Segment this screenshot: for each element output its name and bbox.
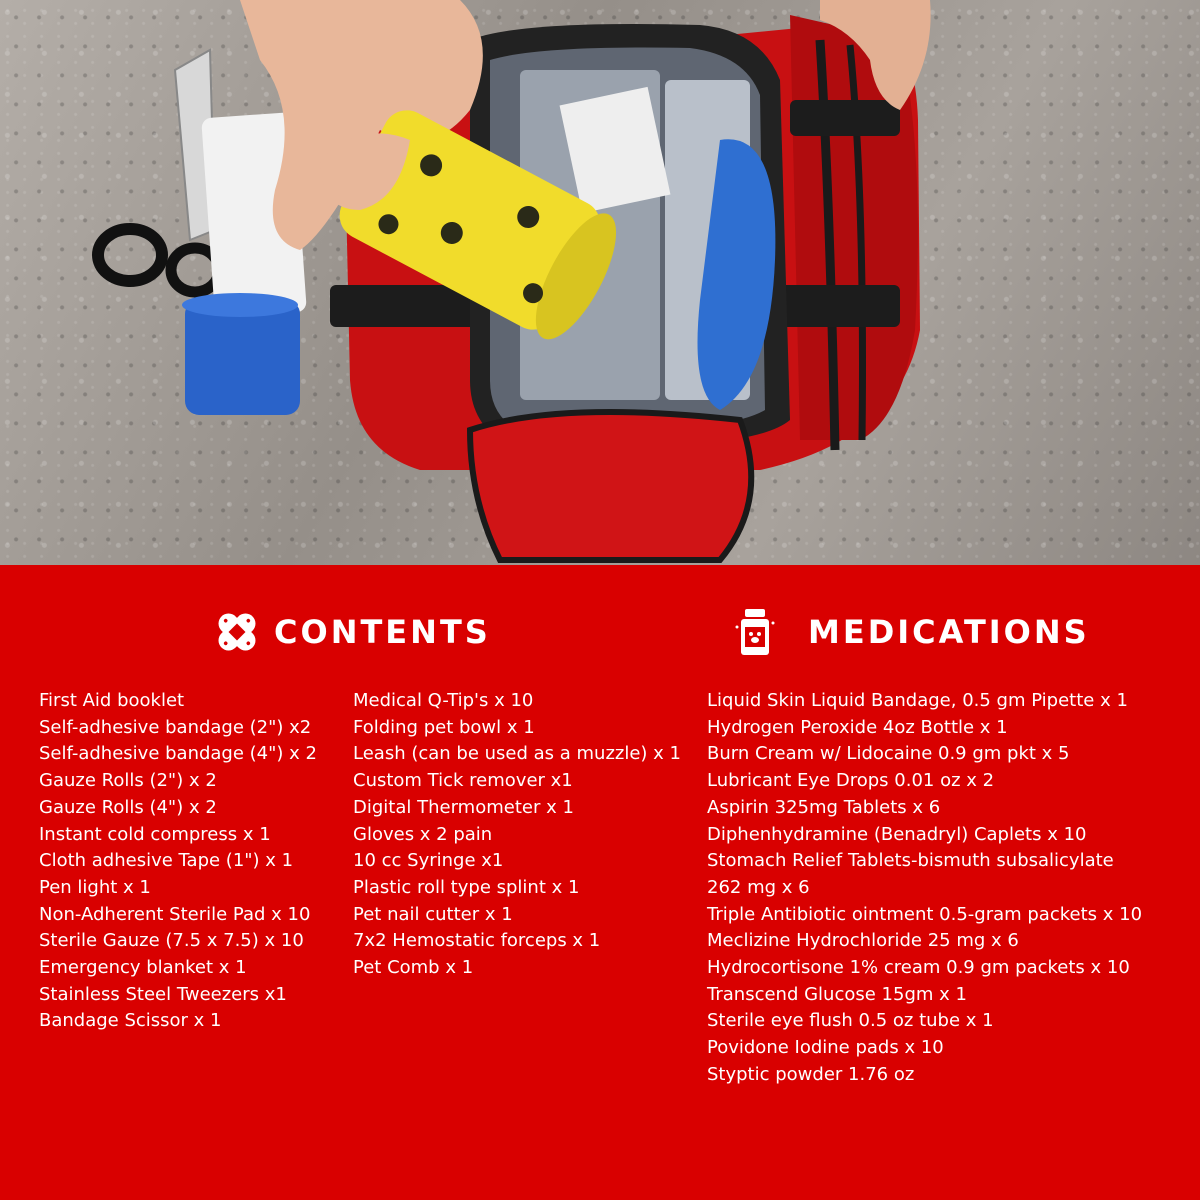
medications-heading bbox=[730, 608, 1090, 656]
list-item: Gloves x 2 pain bbox=[353, 823, 493, 845]
list-item: Sterile Gauze (7.5 x 7.5) x 10 bbox=[39, 930, 304, 952]
list-item: Pen light x 1 bbox=[39, 876, 151, 898]
list-item: Lubricant Eye Drops 0.01 oz x 2 bbox=[707, 770, 995, 792]
list-item: Pet nail cutter x 1 bbox=[353, 903, 513, 925]
list-item: Transcend Glucose 15gm x 1 bbox=[707, 983, 967, 1005]
list-item: 7x2 Hemostatic forceps x 1 bbox=[353, 930, 601, 952]
list-item: Pet Comb x 1 bbox=[353, 957, 474, 979]
list-item: Bandage Scissor x 1 bbox=[39, 1010, 222, 1032]
list-item: Folding pet bowl x 1 bbox=[353, 716, 535, 738]
list-item: Medical Q-Tip's x 10 bbox=[353, 690, 534, 711]
blue-bandage-roll bbox=[185, 300, 300, 415]
medications-list bbox=[707, 688, 1187, 1089]
product-photo bbox=[0, 0, 1200, 565]
list-item: 262 mg x 6 bbox=[707, 876, 810, 898]
list-item: Plastic roll type splint x 1 bbox=[353, 876, 580, 898]
list-item: Sterile eye flush 0.5 oz tube x 1 bbox=[707, 1010, 994, 1032]
bag-strap bbox=[790, 100, 900, 136]
list-item: First Aid booklet bbox=[39, 690, 185, 711]
list-item: Burn Cream w/ Lidocaine 0.9 gm pkt x 5 bbox=[707, 743, 1070, 765]
list-item: Meclizine Hydrochloride 25 mg x 6 bbox=[707, 930, 1019, 952]
list-item: Instant cold compress x 1 bbox=[39, 823, 271, 845]
list-item: Stomach Relief Tablets-bismuth subsalicylate bbox=[707, 850, 1114, 872]
list-item: 10 cc Syringe x1 bbox=[353, 850, 504, 872]
list-item: Cloth adhesive Tape (1") x 1 bbox=[39, 850, 294, 872]
bag-flap bbox=[470, 412, 751, 560]
contents-heading bbox=[212, 608, 491, 656]
list-item: Leash (can be used as a muzzle) x 1 bbox=[353, 743, 681, 765]
list-item: Styptic powder 1.76 oz bbox=[707, 1063, 915, 1085]
list-item: Non-Adherent Sterile Pad x 10 bbox=[39, 903, 311, 925]
list-item: Hydrogen Peroxide 4oz Bottle x 1 bbox=[707, 716, 1008, 738]
list-item: Custom Tick remover x1 bbox=[353, 770, 573, 792]
list-item: Liquid Skin Liquid Bandage, 0.5 gm Pipette x 1 bbox=[707, 690, 1128, 711]
list-item: Povidone Iodine pads x 10 bbox=[707, 1037, 944, 1059]
contents-list-column-1 bbox=[39, 688, 317, 1035]
list-item: Triple Antibiotic ointment 0.5-gram packets x 10 bbox=[707, 903, 1143, 925]
contents-title: CONTENTS bbox=[274, 613, 491, 651]
scissors-handle bbox=[98, 229, 162, 281]
first-aid-bag-illustration bbox=[0, 0, 1200, 565]
list-item: Digital Thermometer x 1 bbox=[353, 796, 574, 818]
list-item: Hydrocortisone 1% cream 0.9 gm packets x 10 bbox=[707, 957, 1130, 979]
list-item: Aspirin 325mg Tablets x 6 bbox=[707, 796, 941, 818]
bandage-cross-icon bbox=[212, 607, 262, 657]
list-item: Gauze Rolls (4") x 2 bbox=[39, 796, 217, 818]
list-item: Diphenhydramine (Benadryl) Caplets x 10 bbox=[707, 823, 1087, 845]
list-item: Emergency blanket x 1 bbox=[39, 957, 247, 979]
list-item: Stainless Steel Tweezers x1 bbox=[39, 983, 287, 1005]
contents-list-column-2 bbox=[353, 688, 681, 982]
medications-title: MEDICATIONS bbox=[808, 613, 1090, 651]
list-item: Self-adhesive bandage (2") x2 bbox=[39, 716, 312, 738]
pet-medicine-bottle-icon bbox=[730, 607, 780, 657]
list-item: Gauze Rolls (2") x 2 bbox=[39, 770, 217, 792]
list-item: Self-adhesive bandage (4") x 2 bbox=[39, 743, 317, 765]
